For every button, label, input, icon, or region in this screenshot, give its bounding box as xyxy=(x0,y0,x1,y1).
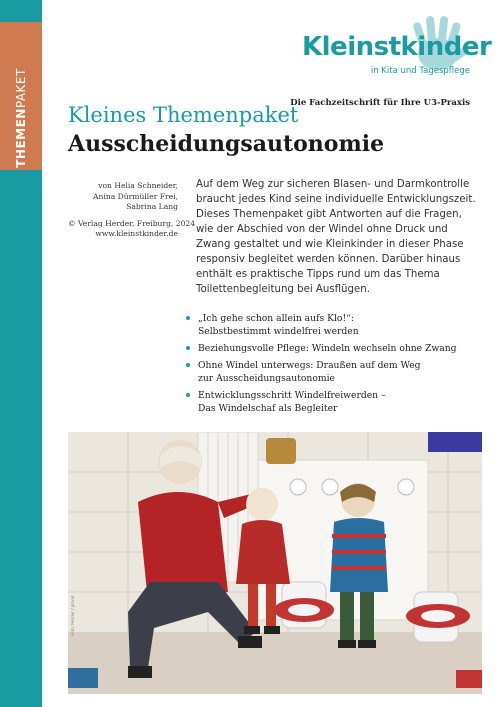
topic-list xyxy=(186,312,486,419)
magazine-logo xyxy=(290,14,492,108)
bullet-icon xyxy=(186,316,190,320)
author-credits xyxy=(68,181,196,240)
topic-text: zur Ausscheidungsautonomie xyxy=(198,373,335,384)
topic-text: Das Windelschaf als Begleiter xyxy=(198,403,338,414)
bullet-icon xyxy=(186,346,190,350)
bullet-icon xyxy=(186,363,190,367)
topic-text: „Ich gehe schon allein aufs Klo!“: xyxy=(198,313,354,324)
topic-item xyxy=(186,312,486,338)
photo-credit: Foto: Herder / privat xyxy=(70,595,75,636)
website-link[interactable]: www.kleinstkinder.de xyxy=(95,229,178,239)
topic-item xyxy=(186,342,486,355)
topic-text: Ohne Windel unterwegs: Draußen auf dem Weg xyxy=(198,360,421,371)
bullet-icon xyxy=(186,393,190,397)
author-line: Sabrina Lang xyxy=(126,202,178,212)
cover-photo xyxy=(68,432,482,694)
page-title: Ausscheidungsautonomie xyxy=(68,131,385,157)
pretitle: Kleines Themenpaket xyxy=(68,103,299,127)
category-tab xyxy=(0,22,42,170)
topic-item xyxy=(186,389,486,415)
logo-subline: in Kita und Tagespflege xyxy=(370,66,470,76)
copyright-line: © Verlag Herder, Freiburg, 2024 xyxy=(68,218,196,228)
sidebar-stripe xyxy=(0,0,42,707)
author-line: von Helia Schneider, xyxy=(98,181,178,190)
topic-text: Entwicklungsschritt Windelfreiwerden – xyxy=(198,390,386,401)
category-label: THEMENPAKET xyxy=(14,68,28,168)
logo-claim: Die Fachzeitschrift für Ihre U3-Praxis xyxy=(290,98,470,108)
topic-text: Selbstbestimmt windelfrei werden xyxy=(198,326,359,337)
author-line: Anina Dürmüller Frei, xyxy=(93,191,178,201)
topic-text: Beziehungsvolle Pflege: Windeln wechseln ohne Zwang xyxy=(198,343,457,354)
intro-paragraph: Auf dem Weg zur sicheren Blasen- und Darmkontrolle braucht jedes Kind seine individuelle Entwicklungszeit. Dieses Themenpaket gibt Antworten auf die Fragen, wie der Abschied von der Windel ohne Druck und Zwang gestaltet und wie Kleinkinder in dieser Phase responsiv begleitet werden können. Darüber hinaus enthält es praktische Tipps rund um das Thema Toilettenbegleitung bei Ausflügen. xyxy=(196,179,476,295)
topic-item xyxy=(186,359,486,385)
logo-wordmark: Kleinstkinder xyxy=(302,32,492,62)
bathroom-scene-illustration xyxy=(68,432,482,694)
